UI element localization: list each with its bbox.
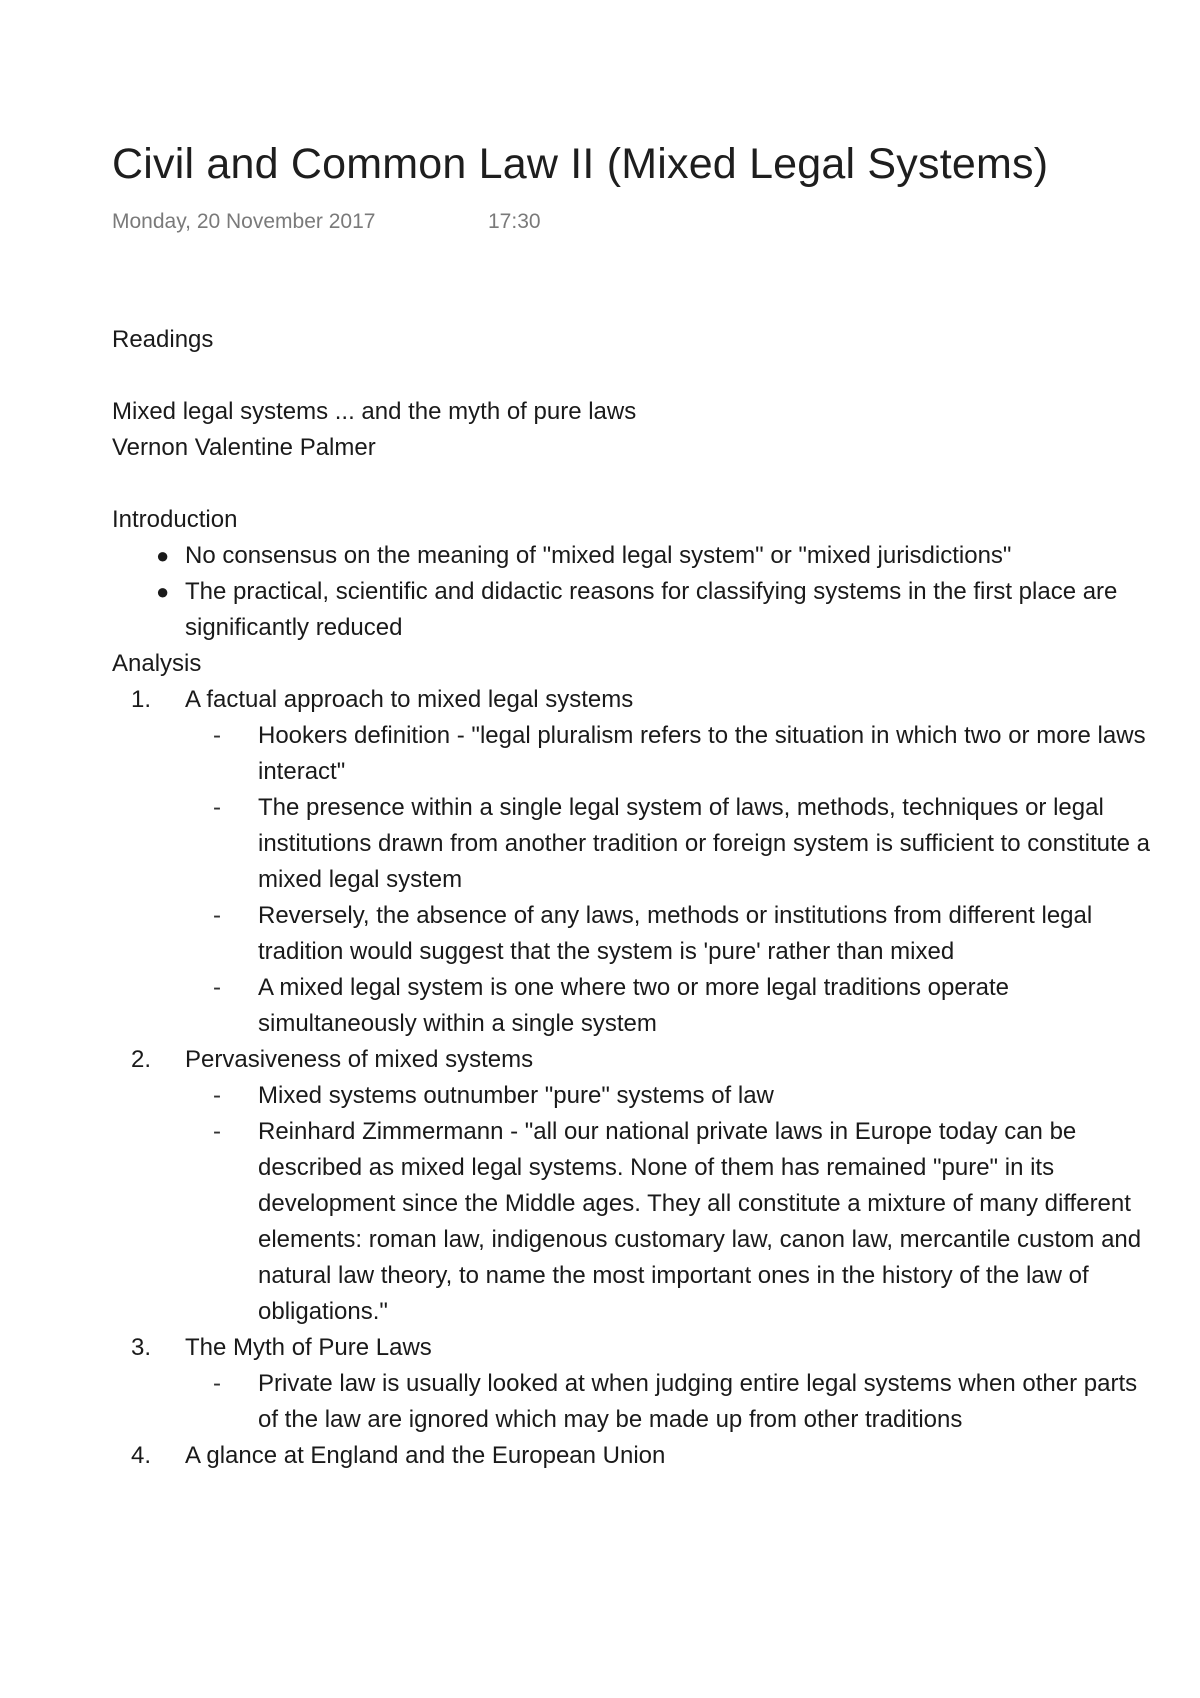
reading-title: Mixed legal systems ... and the myth of pure laws xyxy=(112,398,637,425)
item-number: 4. xyxy=(131,1442,152,1469)
item-label: Pervasiveness of mixed systems xyxy=(185,1046,534,1073)
item-label: A glance at England and the European Union xyxy=(185,1442,666,1469)
item-number: 1. xyxy=(131,686,152,713)
dash-text: The presence within a single legal system of laws, methods, techniques or legal institutions drawn from another tradition or foreign system is sufficient to constitute a mixed legal system xyxy=(258,794,1150,893)
item-label: A factual approach to mixed legal systems xyxy=(185,686,634,713)
analysis-numbered-list xyxy=(112,682,1152,1474)
dash-item xyxy=(185,1078,1152,1114)
analysis-heading: Analysis xyxy=(112,650,202,677)
introduction-bullet-list xyxy=(112,538,1152,646)
reading-author: Vernon Valentine Palmer xyxy=(112,434,376,461)
dash-icon: - xyxy=(213,1118,221,1145)
note-date: Monday, 20 November 2017 xyxy=(112,210,376,233)
item-label: The Myth of Pure Laws xyxy=(185,1334,432,1361)
analysis-item xyxy=(112,1438,1152,1474)
bullet-icon: ● xyxy=(156,543,170,568)
bullet-icon: ● xyxy=(156,579,170,604)
analysis-item xyxy=(112,1042,1152,1330)
dash-icon: - xyxy=(213,722,221,749)
dash-text: Reinhard Zimmermann - "all our national private laws in Europe today can be described as mixed legal systems. None of them has remained "pure" in its development since the Middle ages. They all constitute a mixture of many different elements: roman law, indigenous customary law, canon law, mercantile custom and natural law theory, to name the most important ones in the history of the law of obligations." xyxy=(258,1118,1142,1325)
dash-list xyxy=(185,718,1152,1042)
dash-item xyxy=(185,790,1152,898)
item-number: 2. xyxy=(131,1046,152,1073)
page-title: Civil and Common Law II (Mixed Legal Systems) xyxy=(112,140,1049,188)
note-body xyxy=(112,322,1152,1474)
bullet-text: No consensus on the meaning of "mixed legal system" or "mixed jurisdictions" xyxy=(185,542,1012,569)
dash-icon: - xyxy=(213,1082,221,1109)
dash-icon: - xyxy=(213,902,221,929)
note-time: 17:30 xyxy=(488,210,541,233)
dash-item xyxy=(185,898,1152,970)
dash-text: A mixed legal system is one where two or more legal traditions operate simultaneously within a single system xyxy=(258,974,1010,1037)
dash-list xyxy=(185,1078,1152,1330)
dash-icon: - xyxy=(213,974,221,1001)
dash-icon: - xyxy=(213,1370,221,1397)
analysis-item xyxy=(112,682,1152,1042)
item-number: 3. xyxy=(131,1334,152,1361)
dash-item xyxy=(185,718,1152,790)
introduction-heading: Introduction xyxy=(112,506,238,533)
analysis-item xyxy=(112,1330,1152,1438)
bullet-item xyxy=(112,538,1152,574)
readings-heading: Readings xyxy=(112,326,214,353)
dash-item xyxy=(185,1366,1152,1438)
dash-text: Reversely, the absence of any laws, methods or institutions from different legal tradition would suggest that the system is 'pure' rather than mixed xyxy=(258,902,1093,965)
dash-item xyxy=(185,970,1152,1042)
dash-list xyxy=(185,1366,1152,1438)
dash-text: Private law is usually looked at when judging entire legal systems when other parts of the law are ignored which may be made up from other traditions xyxy=(258,1370,1138,1433)
dash-icon: - xyxy=(213,794,221,821)
bullet-item xyxy=(112,574,1152,646)
dash-text: Mixed systems outnumber "pure" systems of law xyxy=(258,1082,774,1109)
bullet-text: The practical, scientific and didactic reasons for classifying systems in the first place are significantly reduced xyxy=(185,578,1118,641)
dash-item xyxy=(185,1114,1152,1330)
dash-text: Hookers definition - "legal pluralism refers to the situation in which two or more laws interact" xyxy=(258,722,1146,785)
